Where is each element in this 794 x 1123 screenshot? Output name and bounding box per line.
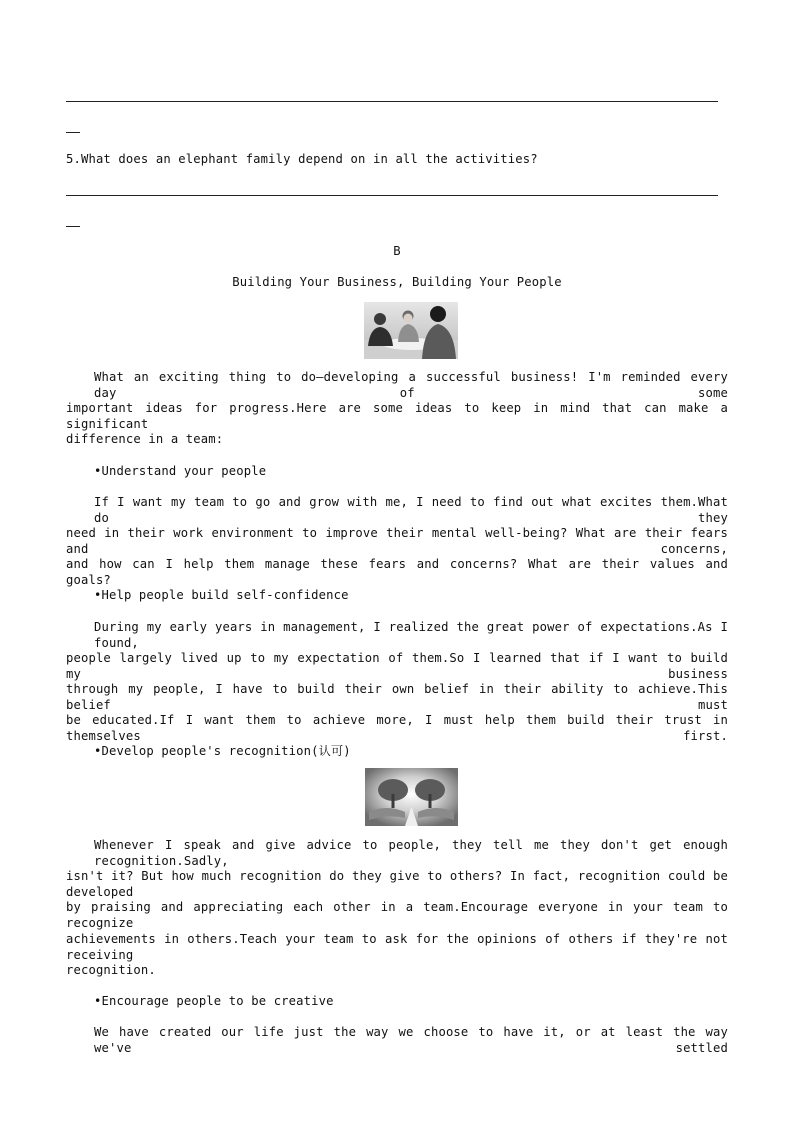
heading-understand: •Understand your people: [94, 464, 267, 478]
answer-line: [66, 195, 718, 196]
p1-line-3: and how can I help them manage these fears and concerns? What are their values and goals?: [66, 557, 728, 587]
section-letter: B: [393, 244, 401, 258]
p4-line-1: We have created our life just the way we choose to have it, or at least the way we've settled: [94, 1025, 728, 1055]
p1-line-2: need in their work environment to improve their mental well-being? What are their fears and concerns,: [66, 526, 728, 556]
p2-line-2: people largely lived up to my expectation of them.So I learned that if I want to build my business: [66, 651, 728, 681]
answer-line-end: [66, 132, 80, 133]
p1-line-1: If I want my team to go and grow with me, I need to find out what excites them.What do they: [94, 495, 728, 525]
p3-line-3: by praising and appreciating each other in a team.Encourage everyone in your team to recognize: [66, 900, 728, 930]
p2-line-3: through my people, I have to build their own belief in their ability to achieve.This belief must: [66, 682, 728, 712]
heading-confidence: •Help people build self-confidence: [94, 588, 349, 602]
answer-line-end: [66, 226, 80, 227]
intro-line-2: important ideas for progress.Here are some ideas to keep in mind that can make a significant: [66, 401, 728, 431]
meeting-photo: [364, 302, 458, 359]
p3-line-2: isn't it? But how much recognition do they give to others? In fact, recognition could be developed: [66, 869, 728, 899]
intro-line-3: difference in a team:: [66, 432, 224, 446]
heading-recognition: •Develop people's recognition(认可): [94, 744, 351, 758]
question-5: 5.What does an elephant family depend on in all the activities?: [66, 152, 538, 166]
p3-line-1: Whenever I speak and give advice to people, they tell me they don't get enough recognition.Sadly,: [94, 838, 728, 868]
trees-hands-photo: [365, 768, 458, 826]
p3-line-5: recognition.: [66, 963, 156, 977]
article-title: Building Your Business, Building Your People: [232, 275, 562, 289]
answer-line: [66, 101, 718, 102]
intro-line-1: What an exciting thing to do—developing a successful business! I'm reminded every day of some: [94, 370, 728, 400]
p2-line-1: During my early years in management, I realized the great power of expectations.As I found,: [94, 620, 728, 650]
p2-line-4: be educated.If I want them to achieve more, I must help them build their trust in themselves first.: [66, 713, 728, 743]
heading-creative: •Encourage people to be creative: [94, 994, 334, 1008]
p3-line-4: achievements in others.Teach your team to ask for the opinions of others if they're not receiving: [66, 932, 728, 962]
